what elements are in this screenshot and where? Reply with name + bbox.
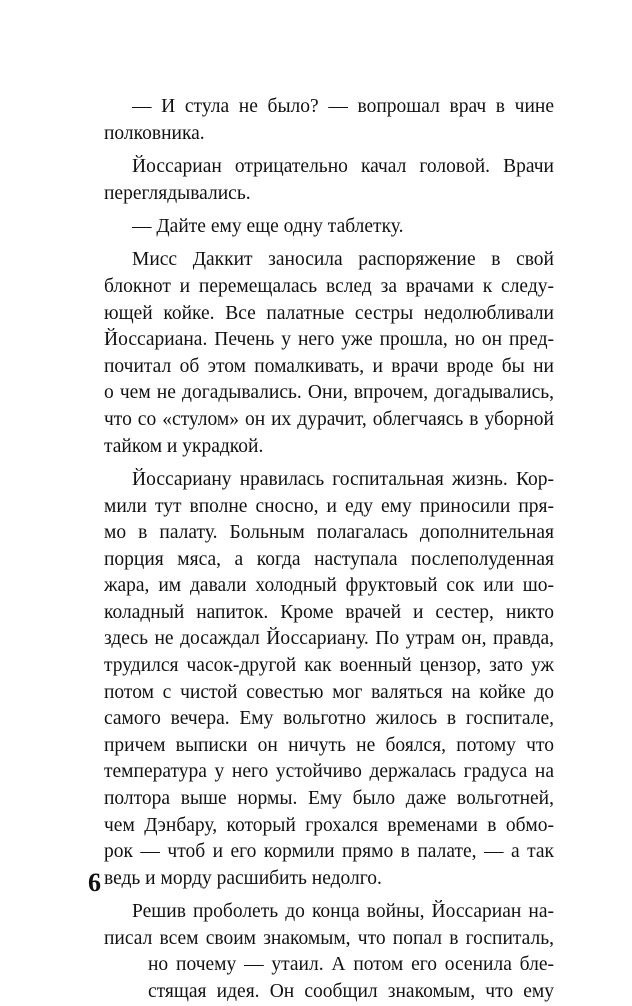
text-line: ющей койке. Все палатные сестры недолюбливали (104, 302, 554, 324)
text-line: почитал об этом помалкивать, и врачи вроде бы ни (104, 355, 554, 377)
text-line: чем Дэнбару, который грохался временами в обмо- (104, 814, 554, 836)
text-line: полковника. (104, 122, 205, 144)
text-line: писал всем своим знакомым, что попал в госпиталь, (104, 927, 554, 949)
text-line: блокнот и перемещалась вслед за врачами к следу- (104, 275, 554, 297)
text-line: коладный напиток. Кроме врачей и сестер, никто (104, 601, 554, 623)
text-line: мо в палату. Больным полагалась дополнительная (104, 522, 554, 544)
text-line: температура у него устойчиво держалась градуса на (104, 761, 554, 783)
text-line: трудился часок-другой как военный цензор, зато уж (104, 655, 554, 677)
text-line: мили тут вполне сносно, и еду ему приносили пря- (104, 495, 554, 517)
text-line: но почему — утаил. А потом его осенила бле- (148, 954, 554, 976)
text-line: переглядывались. (104, 182, 251, 204)
text-line: — Дайте ему еще одну таблетку. (132, 215, 404, 237)
text-line: о чем не догадывались. Они, впрочем, догадывались, (104, 382, 554, 404)
text-line: рок — чтоб и его кормили прямо в палате, — а так (104, 841, 554, 863)
text-line: здесь не досаждал Йоссариану. По утрам он, правда, (104, 628, 554, 650)
text-line: ведь и морду расшибить недолго. (104, 867, 382, 889)
text-line: потом с чистой совестью мог валяться на койке до (104, 681, 554, 703)
text-line: стящая идея. Он сообщил знакомым, что ему (148, 980, 554, 1002)
text-line: самого вечера. Ему вольготно жилось в госпитале, (104, 708, 554, 730)
text-line: полтора выше нормы. Ему было даже вольготней, (104, 788, 554, 810)
text-line: что со «стулом» он их дурачит, облегчаясь в уборной (104, 408, 554, 430)
text-line: — И стула не было? — вопрошал врач в чине (132, 96, 554, 117)
text-line: порция мяса, а когда наступала послеполуденная (104, 548, 554, 570)
text-line: Йоссариана. Печень у него уже прошла, но он пред- (104, 329, 554, 351)
text-line: Решив проболеть до конца войны, Йоссариан на- (132, 901, 554, 923)
body-text (104, 94, 554, 1006)
text-line: тайком и украдкой. (104, 435, 264, 457)
text-line: Мисс Даккит заносила распоряжение в свой (132, 249, 554, 271)
text-line: причем выписки он ничуть не боялся, потому что (104, 734, 554, 756)
text-line: жара, им давали холодный фруктовый сок или шо- (104, 575, 554, 597)
text-line: Йоссариану нравилась госпитальная жизнь. Кор- (132, 468, 554, 490)
page-number: 6 (88, 868, 101, 897)
text-line: Йоссариан отрицательно качал головой. Врачи (132, 155, 554, 177)
